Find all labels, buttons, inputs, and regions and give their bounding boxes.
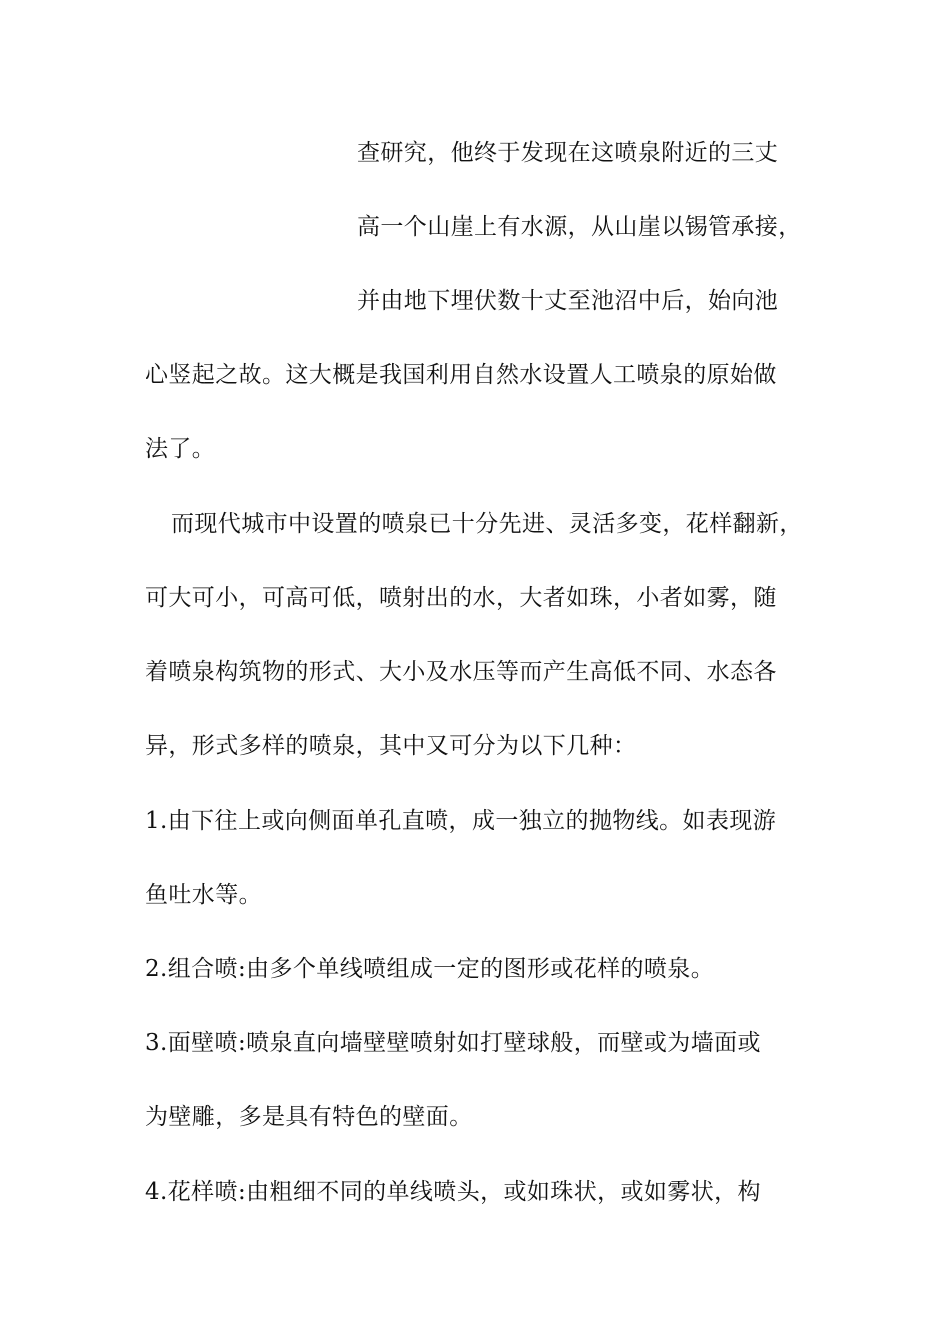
text-line: 查研究，他终于发现在这喷泉附近的三丈 — [357, 140, 779, 166]
text-line: 心竖起之故。这大概是我国利用自然水设置人工喷泉的原始做 — [145, 362, 777, 388]
text-line: 并由地下埋伏数十丈至池沼中后，始向池 — [357, 288, 779, 314]
text-line: 鱼吐水等。 — [145, 882, 262, 908]
list-item-3: 3.面壁喷:喷泉直向墙壁壁喷射如打壁球般，而壁或为墙面或 — [145, 1030, 761, 1056]
text-line: 可大可小，可高可低，喷射出的水，大者如珠，小者如雾，随 — [145, 585, 777, 611]
list-item-4: 4.花样喷:由粗细不同的单线喷头，或如珠状，或如雾状，构 — [145, 1179, 761, 1205]
text-line: 异，形式多样的喷泉，其中又可分为以下几种： — [145, 733, 637, 759]
list-item-1: 1.由下往上或向侧面单孔直喷，成一独立的抛物线。如表现游 — [145, 808, 777, 834]
text-line: 法了。 — [145, 436, 216, 462]
list-item-2: 2.组合喷:由多个单线喷组成一定的图形或花样的喷泉。 — [145, 956, 715, 982]
text-line: 着喷泉构筑物的形式、大小及水压等而产生高低不同、水态各 — [145, 659, 777, 685]
paragraph-first-line: 而现代城市中设置的喷泉已十分先进、灵活多变，花样翻新， — [171, 511, 803, 537]
text-line: 为壁雕，多是具有特色的壁面。 — [145, 1104, 473, 1130]
text-line: 高一个山崖上有水源，从山崖以锡管承接， — [357, 214, 802, 240]
